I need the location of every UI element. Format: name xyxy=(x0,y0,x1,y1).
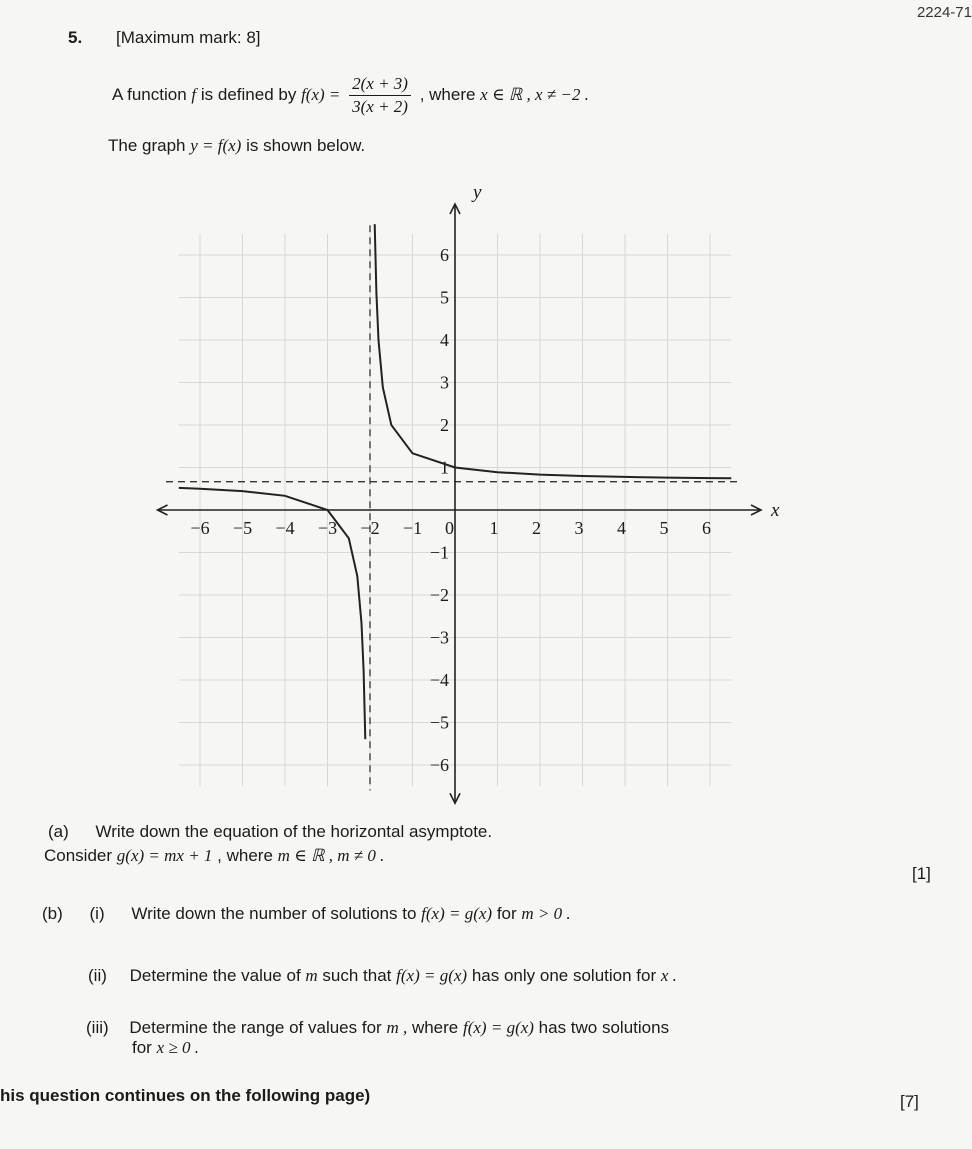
y-tick-label: −1 xyxy=(429,542,449,563)
y-tick-label: 1 xyxy=(440,457,449,478)
fraction-numerator: 2(x + 3) xyxy=(349,74,411,96)
part-b-i-text-2: for xyxy=(496,904,517,923)
part-b-iii-equation: f(x) = g(x) xyxy=(463,1018,534,1037)
graph-equation: y = f(x) xyxy=(190,136,242,155)
consider-text: Consider xyxy=(44,846,113,865)
part-b-iii-text-2: where xyxy=(411,1018,459,1037)
part-b-mark: [7] xyxy=(900,1092,919,1111)
part-a xyxy=(48,822,492,842)
continues-note: his question continues on the following page) xyxy=(0,1086,371,1105)
domain-math: x ∈ ℝ , x ≠ −2 . xyxy=(480,84,589,104)
graph-intro-text-2: is shown below. xyxy=(246,136,366,155)
part-b-iii-continued xyxy=(132,1038,199,1058)
y-tick-label: −5 xyxy=(429,712,449,733)
part-b-i-condition: m > 0 . xyxy=(521,904,571,923)
g-definition: g(x) = mx + 1 xyxy=(116,846,213,865)
part-b-label: (b) xyxy=(42,904,63,923)
x-tick-label: −5 xyxy=(232,518,253,538)
m-condition: m ∈ ℝ , m ≠ 0 . xyxy=(277,846,385,865)
x-tick-label: −6 xyxy=(190,518,210,538)
x-symbol: x . xyxy=(660,966,677,985)
x-tick-label: 6 xyxy=(702,518,711,538)
intro-text: A function xyxy=(112,84,187,104)
y-tick-label: 6 xyxy=(440,245,449,265)
part-a-mark: [1] xyxy=(912,864,931,883)
y-axis-label: y xyxy=(473,182,482,203)
part-b-ii-text: Determine the value of xyxy=(129,966,301,985)
part-b-ii-label: (ii) xyxy=(88,966,107,985)
x-tick-label: 1 xyxy=(489,518,499,538)
m-symbol: m , xyxy=(386,1018,408,1037)
maximum-mark: [Maximum mark: 8] xyxy=(116,28,261,47)
f-of-x: f(x) = xyxy=(301,84,341,104)
part-b-ii xyxy=(88,966,677,986)
part-b-ii-text-2: such that xyxy=(322,966,392,985)
consider-line xyxy=(44,846,384,866)
y-tick-label: 4 xyxy=(440,330,449,350)
f-symbol: f xyxy=(191,84,197,104)
part-b-i xyxy=(42,904,571,924)
x-tick-label: −3 xyxy=(317,518,338,538)
part-b-iii-label: (iii) xyxy=(86,1018,109,1037)
y-tick-label: 2 xyxy=(440,415,449,435)
x-tick-label: 2 xyxy=(532,518,541,538)
asymptotes xyxy=(166,225,740,790)
part-b-iii xyxy=(86,1018,669,1038)
y-tick-label: 3 xyxy=(440,372,449,393)
page-code: 2224-71 xyxy=(916,4,972,21)
intro-text-2: is defined by xyxy=(200,84,297,104)
y-tick-label: 5 xyxy=(440,287,449,308)
part-b-ii-equation: f(x) = g(x) xyxy=(396,966,468,985)
consider-text-2: , where xyxy=(217,846,273,865)
fraction-denominator: 3(x + 2) xyxy=(352,97,408,116)
part-b-i-label: (i) xyxy=(89,904,105,923)
domain-text: , where xyxy=(419,84,476,104)
m-symbol: m xyxy=(305,966,318,985)
part-b-iii-text-4: for xyxy=(132,1038,152,1057)
part-b-ii-text-3: has only one solution for xyxy=(471,966,657,985)
x-tick-label: 0 xyxy=(445,518,454,538)
x-tick-label: 5 xyxy=(659,518,669,538)
part-b-iii-condition: x ≥ 0 . xyxy=(156,1038,199,1057)
part-b-i-equation: f(x) = g(x) xyxy=(421,904,493,923)
y-tick-label: −6 xyxy=(429,755,449,775)
part-b-iii-text: Determine the range of values for xyxy=(129,1018,382,1037)
part-a-label: (a) xyxy=(48,822,69,841)
part-a-text: Write down the equation of the horizontal asymptote. xyxy=(95,822,493,841)
x-tick-label: −4 xyxy=(275,518,295,538)
x-tick-label: −2 xyxy=(360,518,380,538)
x-tick-label: −1 xyxy=(402,518,423,538)
x-tick-label: 3 xyxy=(574,518,584,538)
question-number: 5. xyxy=(68,28,83,47)
graph-intro-text: The graph xyxy=(108,136,186,155)
x-axis-label: x xyxy=(771,500,780,521)
y-tick-label: −4 xyxy=(429,670,449,690)
y-tick-label: −2 xyxy=(429,585,449,605)
x-tick-label: 4 xyxy=(617,518,626,538)
y-tick-label: −3 xyxy=(429,627,449,648)
right-branch-curve xyxy=(375,224,732,478)
part-b-iii-text-3: has two solutions xyxy=(538,1018,670,1037)
part-b-i-text: Write down the number of solutions to xyxy=(131,904,417,923)
